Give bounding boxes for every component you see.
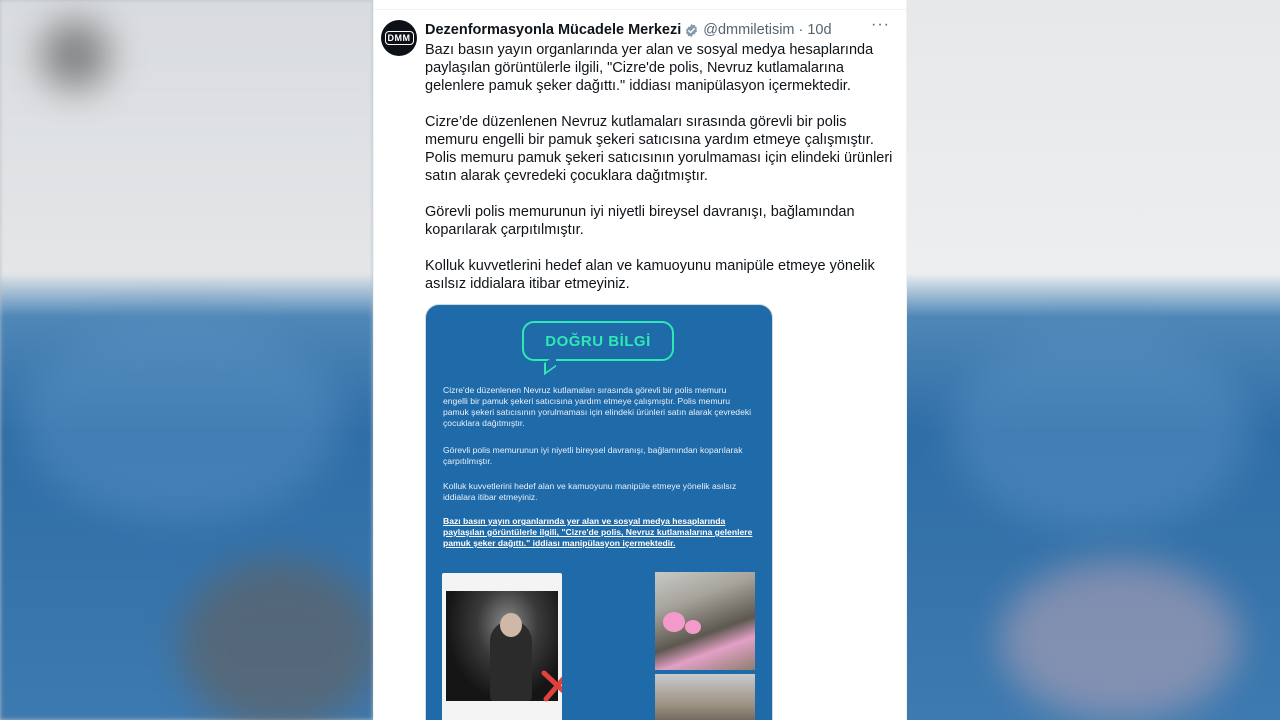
media-claim-text: Bazı basın yayın organlarında yer alan ve sosyal medya hesaplarında paylaşılan görüntülerle ilgili, "Cizre'de polis, Nevruz kutlamalarına gelenlere pamuk şeker dağıttı." iddiası manipülasyon içermektedir. (443, 516, 753, 548)
background-blob (1000, 560, 1240, 720)
cotton-candy-photo (655, 572, 755, 670)
tweet-header (425, 20, 896, 40)
false-claim-screenshot (442, 573, 562, 720)
separator-dot: · (798, 22, 804, 38)
tweet-text (425, 41, 895, 311)
tweet-timestamp[interactable]: 10d (807, 22, 832, 38)
tweet-paragraph: Bazı basın yayın organlarında yer alan ve sosyal medya hesaplarında paylaşılan görüntülerle ilgili, "Cizre'de polis, Nevruz kutlamalarına gelenlere pamuk şeker dağıttı." iddiası manipülasyon içermektedir. (425, 42, 874, 94)
divider (374, 9, 906, 10)
media-text: Cizre'de düzenlenen Nevruz kutlamaları sırasında görevli bir polis memuru engelli bir pamuk şekeri satıcısına yardım etmeye çalışmıştır. Polis memuru pamuk şekeri satıcısının yorulmaması için elindeki ürünleri satın alarak çevredeki çocuklara dağıtmıştır. (443, 385, 752, 428)
background-blob (180, 560, 380, 720)
red-x-icon (538, 665, 562, 705)
background-blob (950, 330, 1250, 530)
tweet-paragraph: Cizre’de düzenlenen Nevruz kutlamaları sırasında görevli bir polis memuru engelli bir pamuk şekeri satıcısına yardım etmeye çalışmıştır. Polis memuru pamuk şekeri satıcısının yorulmaması için elindeki ürünleri satın alarak çevredeki çocuklara dağıtmıştır. (425, 114, 893, 184)
avatar[interactable] (381, 20, 417, 56)
media-text: Görevli polis memurunun iyi niyetli bireysel davranışı, bağlamından koparılarak çarpıtılmıştır. (443, 445, 743, 466)
cotton-candy-shape (663, 612, 685, 632)
author-handle[interactable]: @dmmiletisim (703, 22, 795, 38)
background-blob (40, 20, 110, 90)
cotton-candy-shape (685, 620, 701, 634)
cotton-candy-photo (655, 674, 755, 720)
dogru-bilgi-badge: DOĞRU BİLGİ (522, 321, 674, 361)
tweet-media-image[interactable] (425, 304, 773, 720)
avatar-logo-text: DMM (385, 31, 414, 45)
tweet-paragraph: Kolluk kuvvetlerini hedef alan ve kamuoyunu manipüle etmeye yönelik asılsız iddialara itibar etmeyiniz. (425, 258, 875, 292)
author-name[interactable]: Dezenformasyonla Mücadele Merkezi (425, 22, 682, 38)
tweet-card[interactable] (373, 0, 907, 720)
background-blob (20, 320, 340, 520)
media-text: Kolluk kuvvetlerini hedef alan ve kamuoyunu manipüle etmeye yönelik asılsız iddialara itibar etmeyiniz. (443, 481, 737, 502)
more-options-icon[interactable]: ··· (871, 16, 890, 33)
tweet-paragraph: Görevli polis memurunun iyi niyetli bireysel davranışı, bağlamından koparılarak çarpıtılmıştır. (425, 204, 855, 238)
verified-badge-icon (684, 23, 699, 38)
person-head (500, 613, 522, 637)
